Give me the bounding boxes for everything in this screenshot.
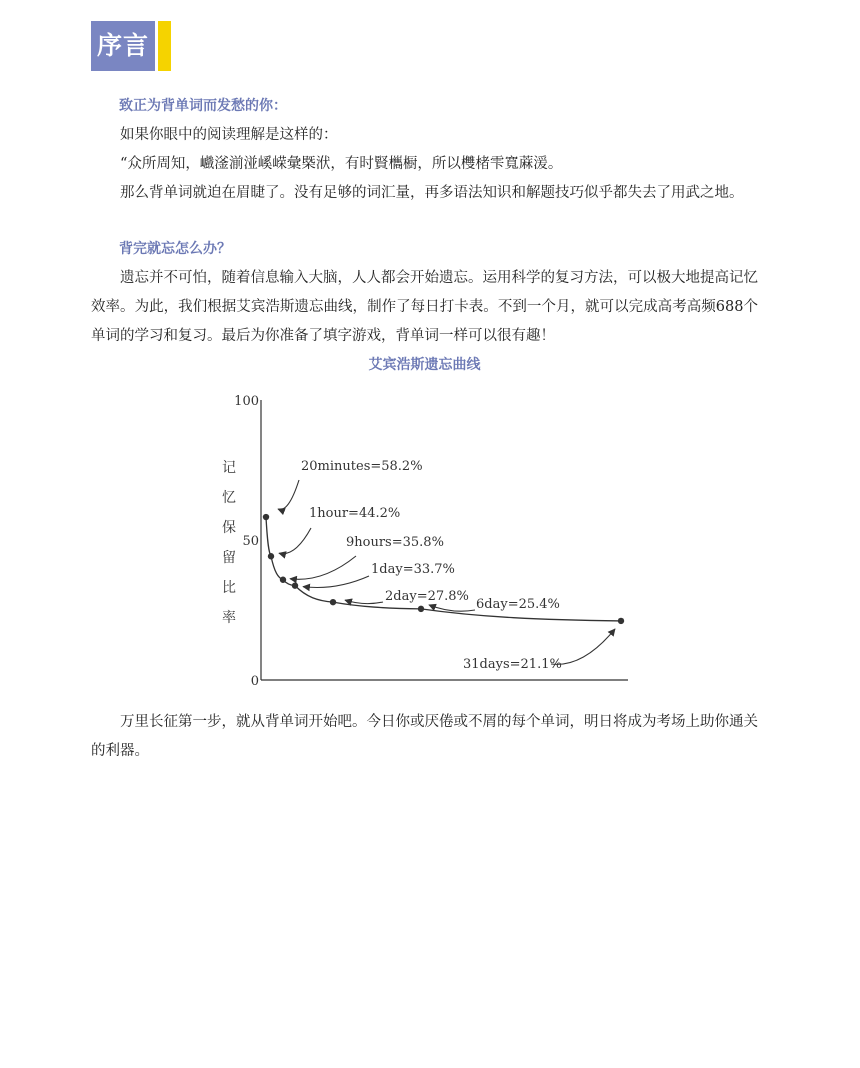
section-heading-forgetting: 背完就忘怎么办？ [119,241,231,257]
forgetting-curve-chart [211,380,631,700]
document-body [91,92,758,766]
data-label: 1day=33.7% [371,562,455,577]
data-point [618,618,624,624]
data-label: 9hours=35.8% [346,535,444,550]
header-accent-bar [158,21,171,71]
y-tick-label: 0 [250,674,259,689]
data-point [268,553,274,559]
chart-title: 艾宾浩斯遗忘曲线 [368,357,481,373]
paragraph-garbled-example: “众所周知，巇滏湔湴嵠嵘彙槩洑，有时賢欈橱，所以欆楮雫寬蔴湲。 [120,156,563,172]
closing-paragraph: 万里长征第一步，就从背单词开始吧。今日你或厌倦或不屑的每个单词，明日将成为考场上助你通关的利器。 [91,714,758,759]
annotation-arrow [279,528,311,554]
y-tick-label: 50 [242,534,259,549]
annotation-arrow [278,480,299,509]
y-axis-label: 记忆保留比率 [222,460,236,626]
data-label: 1hour=44.2% [309,506,401,521]
data-label: 20minutes=58.2% [301,459,423,474]
page-title: 序言 [96,31,149,60]
data-point [263,514,269,520]
section-heading-vocab: 致正为背单词而发愁的你： [119,98,287,114]
paragraph: 如果你眼中的阅读理解是这样的： [120,127,338,143]
paragraph: 遗忘并不可怕，随着信息输入大脑，人人都会开始遗忘。运用科学的复习方法，可以极大地提高记忆效率。为此，我们根据艾宾浩斯遗忘曲线，制作了每日打卡表。不到一个月，就可以完成高考高频688个单词的学习和复习。最后为你准备了填字游戏，背单词一样可以很有趣！ [91,270,758,344]
y-tick-label: 100 [234,394,259,409]
data-point [292,582,298,588]
data-point [330,599,336,605]
paragraph: 那么背单词就迫在眉睫了。没有足够的词汇量，再多语法知识和解题技巧似乎都失去了用武之地。 [120,185,744,201]
data-point [280,577,286,583]
data-point [418,606,424,612]
data-label: 31days=21.1% [463,657,562,672]
data-label: 6day=25.4% [476,597,560,612]
annotation-arrow [290,556,356,579]
data-label: 2day=27.8% [385,589,469,604]
annotation-arrow [345,600,383,603]
